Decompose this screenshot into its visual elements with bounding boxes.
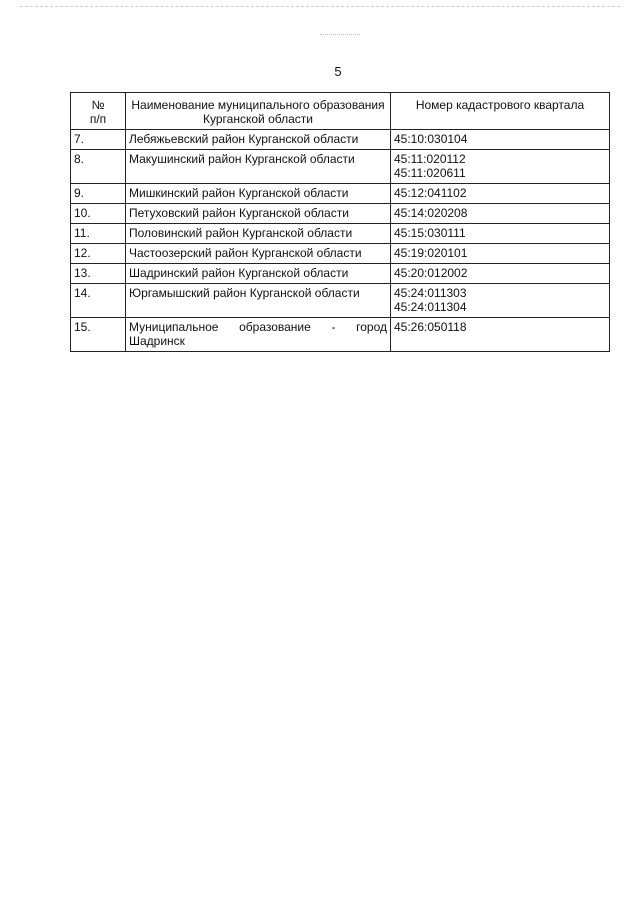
municipality-name: Муниципальное образование - город Шадринск	[126, 318, 391, 352]
cadastral-number: 45:12:041102	[394, 186, 467, 200]
municipality-name: Юргамышский район Курганской области	[126, 284, 391, 318]
page-number: 5	[334, 64, 342, 79]
cadastral-number: 45:24:011303	[394, 286, 467, 300]
municipality-name: Мишкинский район Курганской области	[126, 184, 391, 204]
cadastral-number: 45:26:050118	[394, 320, 467, 334]
header-cadastral-number: Номер кадастрового квартала	[391, 93, 610, 130]
cadastral-numbers	[391, 130, 610, 150]
municipality-name: Половинский район Курганской области	[126, 224, 391, 244]
cadastral-number: 45:19:020101	[394, 246, 468, 260]
header-municipality: Наименование муниципального образования Курганской области	[126, 93, 391, 130]
row-number: 8.	[71, 150, 126, 184]
cadastral-number: 45:11:020112	[394, 152, 466, 166]
table-row	[71, 284, 610, 318]
row-number: 15.	[71, 318, 126, 352]
municipality-name: Петуховский район Курганской области	[126, 204, 391, 224]
table-header-row	[71, 93, 610, 130]
municipality-name: Шадринский район Курганской области	[126, 264, 391, 284]
municipality-name: Макушинский район Курганской области	[126, 150, 391, 184]
cadastral-numbers	[391, 244, 610, 264]
row-number: 11.	[71, 224, 126, 244]
row-number: 9.	[71, 184, 126, 204]
header-number: № п/п	[71, 93, 126, 130]
cadastral-number: 45:11:020611	[394, 166, 466, 180]
scan-artifact-dots	[320, 34, 360, 36]
table-row	[71, 184, 610, 204]
cadastral-number: 45:10:030104	[394, 132, 468, 146]
table-row	[71, 130, 610, 150]
row-number: 12.	[71, 244, 126, 264]
cadastral-number: 45:20:012002	[394, 266, 468, 280]
table-row	[71, 224, 610, 244]
table-row	[71, 318, 610, 352]
cadastral-numbers	[391, 284, 610, 318]
cadastral-numbers	[391, 204, 610, 224]
table-row	[71, 150, 610, 184]
cadastral-numbers	[391, 184, 610, 204]
cadastral-numbers	[391, 318, 610, 352]
table-row	[71, 264, 610, 284]
cadastral-number: 45:14:020208	[394, 206, 468, 220]
cadastral-numbers	[391, 264, 610, 284]
table-row	[71, 244, 610, 264]
scan-artifact-line	[20, 6, 620, 9]
table-row	[71, 204, 610, 224]
cadastral-numbers	[391, 150, 610, 184]
table-body	[71, 130, 610, 352]
cadastral-number: 45:15:030111	[394, 226, 466, 240]
cadastral-number: 45:24:011304	[394, 300, 467, 314]
row-number: 14.	[71, 284, 126, 318]
row-number: 13.	[71, 264, 126, 284]
cadastral-numbers	[391, 224, 610, 244]
row-number: 10.	[71, 204, 126, 224]
municipality-name: Лебяжьевский район Курганской области	[126, 130, 391, 150]
cadastral-quarters-table	[70, 92, 610, 352]
row-number: 7.	[71, 130, 126, 150]
municipality-name: Частоозерский район Курганской области	[126, 244, 391, 264]
